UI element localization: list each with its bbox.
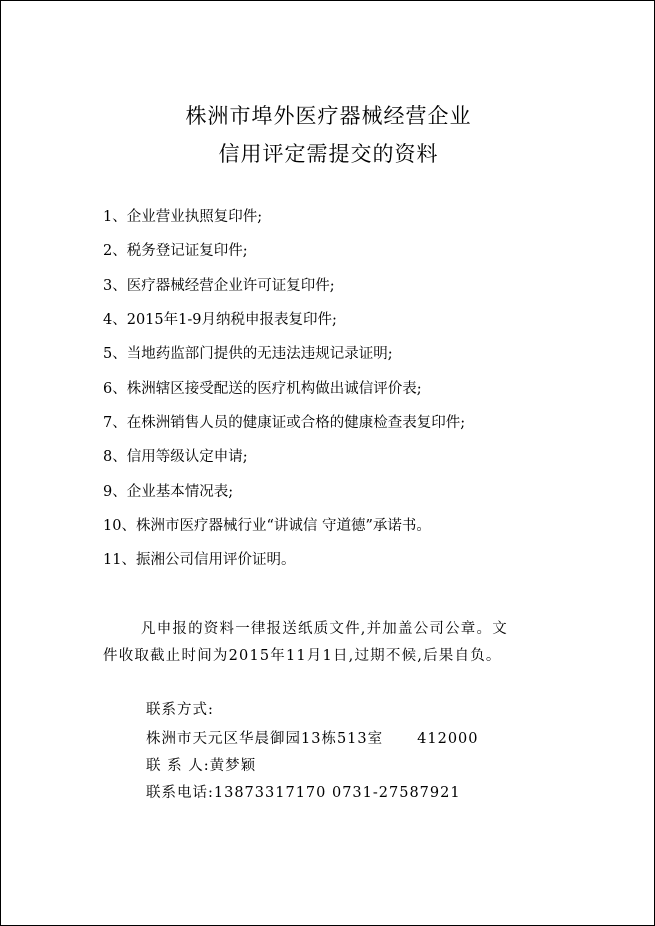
list-item: 4、2015年1-9月纳税申报表复印件; bbox=[103, 312, 337, 328]
list-item: 10、株洲市医疗器械行业“讲诚信 守道德”承诺书。 bbox=[103, 518, 431, 534]
contact-postcode: 412000 bbox=[417, 731, 479, 747]
list-item: 11、振湘公司信用评价证明。 bbox=[103, 552, 296, 568]
list-item: 7、在株洲销售人员的健康证或合格的健康检查表复印件; bbox=[103, 415, 466, 431]
notice-line-2: 件收取截止时间为2015年11月1日,过期不候,后果自负。 bbox=[103, 648, 502, 664]
contact-address-line bbox=[146, 729, 479, 749]
list-item: 6、株洲辖区接受配送的医疗机构做出诚信评价表; bbox=[103, 381, 422, 397]
contact-heading: 联系方式: bbox=[146, 702, 214, 718]
contact-person: 联 系 人:黄梦颖 bbox=[146, 758, 257, 774]
contact-phone: 联系电话:13873317170 0731-27587921 bbox=[146, 785, 461, 801]
list-item: 3、医疗器械经营企业许可证复印件; bbox=[103, 278, 335, 294]
list-item: 2、税务登记证复印件; bbox=[103, 243, 248, 259]
notice-line-1: 凡申报的资料一律报送纸质文件,并加盖公司公章。文 bbox=[141, 621, 508, 637]
list-item: 8、信用等级认定申请; bbox=[103, 449, 248, 465]
document-title-line-1: 株洲市埠外医疗器械经营企业 bbox=[185, 104, 472, 128]
list-item: 1、企业营业执照复印件; bbox=[103, 209, 263, 225]
list-item: 9、企业基本情况表; bbox=[103, 484, 234, 500]
list-item: 5、当地药监部门提供的无违法违规记录证明; bbox=[103, 346, 393, 362]
contact-address: 株洲市天元区华晨御园13栋513室 bbox=[146, 731, 384, 747]
document-title-line-2: 信用评定需提交的资料 bbox=[218, 142, 439, 166]
